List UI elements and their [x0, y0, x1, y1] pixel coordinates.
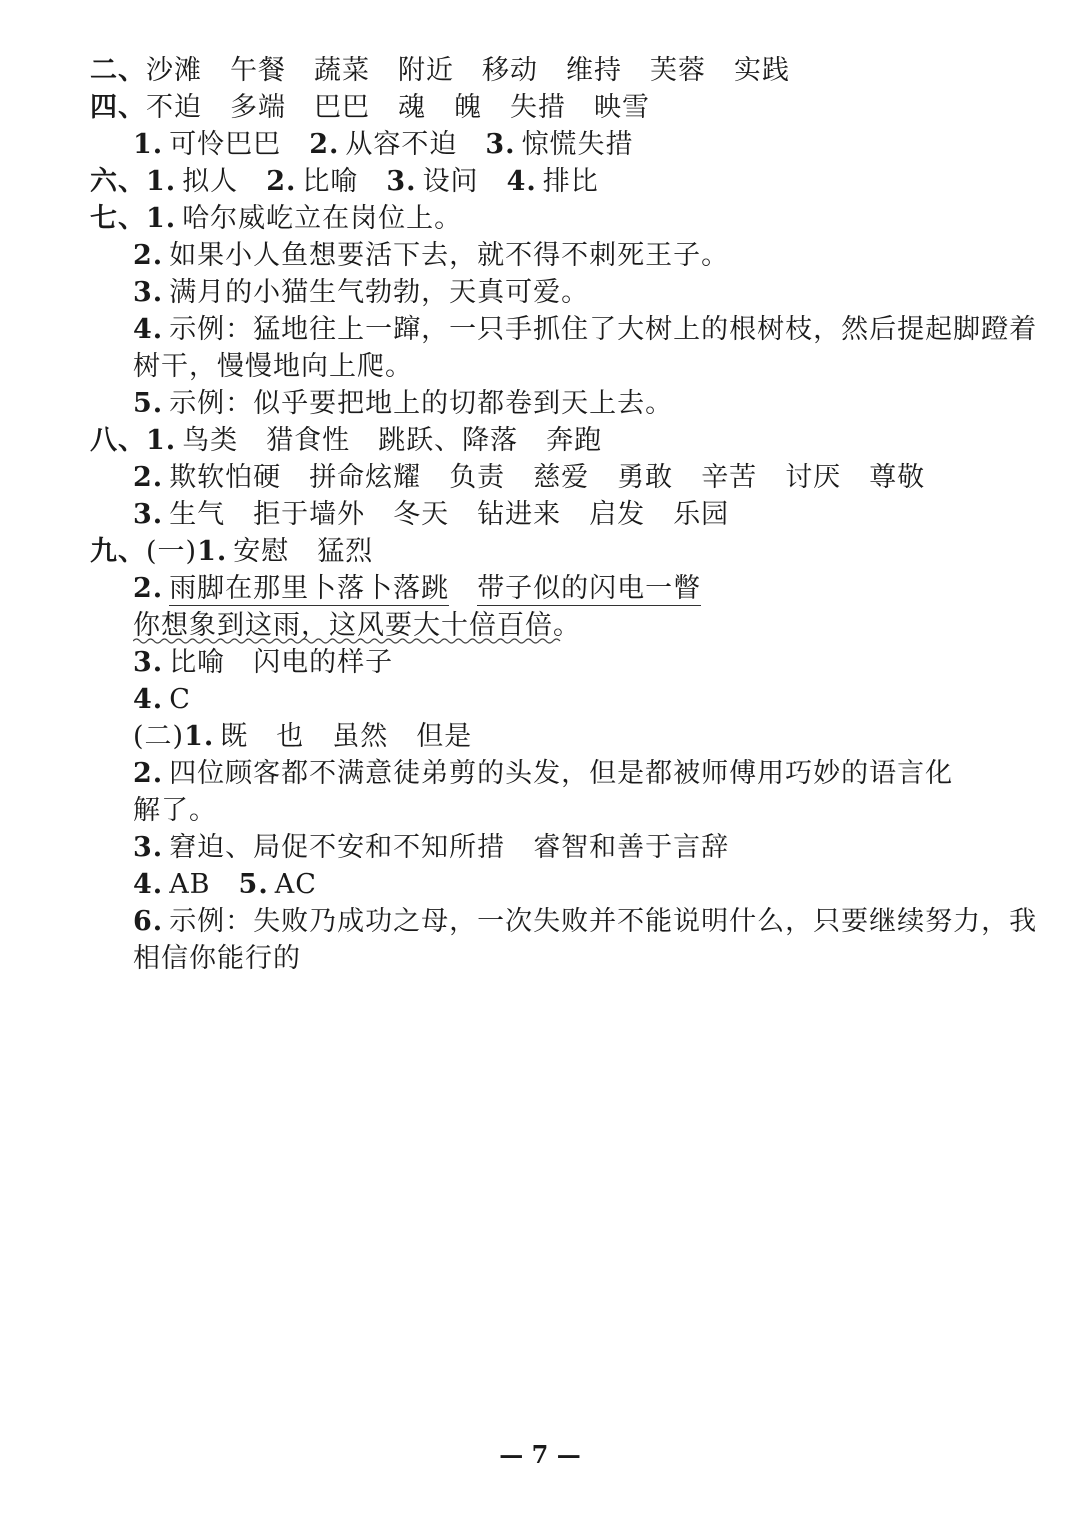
- item-number: 4.: [133, 869, 164, 900]
- answer-word: 比喻: [169, 647, 226, 678]
- answer-text: 四位顾客都不满意徒弟剪的头发，但是都被师傅用巧妙的语言化: [169, 758, 954, 789]
- answer-word: 失措: [510, 92, 566, 123]
- item-number: 2.: [133, 240, 164, 271]
- section-7-line-3: [133, 274, 1053, 311]
- answer-word: 安慰: [233, 536, 290, 567]
- item-number: 4.: [133, 314, 164, 345]
- section-6-line: [90, 163, 1010, 200]
- section-9-head: 九、: [90, 536, 146, 567]
- answer-word: 魂: [398, 92, 426, 123]
- answer-word: 尊敬: [869, 462, 926, 493]
- section-4-sub-line: [133, 126, 1053, 163]
- item-number: 2.: [309, 129, 340, 160]
- section-4-line: [90, 89, 1010, 126]
- item-number: 1.: [184, 721, 215, 752]
- section-2-head: 二、: [90, 55, 146, 86]
- answer-text: 满月的小猫生气勃勃，天真可爱。: [169, 277, 590, 308]
- answer-word: 但是: [416, 721, 473, 752]
- answer-word: 猎食性: [266, 425, 351, 456]
- answer-text: 排比: [542, 166, 599, 197]
- answer-word: 芙蓉: [650, 55, 706, 86]
- section-7-line-1: [90, 200, 1010, 237]
- answer-text: C: [169, 684, 191, 715]
- section-7-head: 七、: [90, 203, 146, 234]
- answer-word: 慈爱: [533, 462, 590, 493]
- item-number: 2.: [133, 758, 164, 789]
- answer-word: 鸟类: [182, 425, 239, 456]
- answer-word: 辛苦: [701, 462, 758, 493]
- section-6-head: 六、: [90, 166, 146, 197]
- item-number: 3.: [133, 832, 164, 863]
- answer-text: 哈尔威屹立在岗位上。: [182, 203, 463, 234]
- item-number: 2.: [133, 573, 164, 604]
- answer-word: 启发: [589, 499, 646, 530]
- answer-text: 设问: [422, 166, 479, 197]
- answer-word: 拼命炫耀: [309, 462, 422, 493]
- section-7-line-4-cont: [133, 348, 1053, 385]
- item-number: 5.: [133, 388, 164, 419]
- answer-word: 生气: [169, 499, 226, 530]
- item-number: 1.: [146, 166, 177, 197]
- item-number: 3.: [133, 499, 164, 530]
- answer-word: 既: [220, 721, 249, 752]
- answer-text: 拟人: [182, 166, 239, 197]
- answer-word: 钻进来: [477, 499, 562, 530]
- section-9-line-3: [133, 644, 1053, 681]
- answer-word: 负责: [449, 462, 506, 493]
- part-label: (二): [133, 721, 185, 752]
- section-9-part2-line-4: [133, 866, 1053, 903]
- section-9-part2-line-1: [133, 718, 1053, 755]
- answer-text: 示例：失败乃成功之母，一次失败并不能说明什么，只要继续努力，我: [169, 906, 1038, 937]
- underlined-sentence: 雨脚在那里卜落卜落跳: [169, 573, 450, 604]
- answer-word: 奔跑: [546, 425, 603, 456]
- answer-word: 映雪: [594, 92, 650, 123]
- answer-word: 不迫: [146, 92, 202, 123]
- underlined-sentence: 带子似的闪电一瞥: [477, 573, 702, 604]
- section-2-line: [90, 52, 1010, 89]
- answer-word: 勇敢: [617, 462, 674, 493]
- section-8-line-2: [133, 459, 1053, 496]
- answer-text: 窘迫、局促不安和不知所措: [169, 832, 506, 863]
- answer-word: 午餐: [230, 55, 286, 86]
- answer-word: 猛烈: [317, 536, 374, 567]
- item-number: 3.: [386, 166, 417, 197]
- section-7-line-4: [133, 311, 1053, 348]
- answer-word: 拒于墙外: [253, 499, 366, 530]
- answer-text: AC: [274, 869, 317, 900]
- section-8-head: 八、: [90, 425, 146, 456]
- answer-text: 比喻: [302, 166, 359, 197]
- answer-word: 蔬菜: [314, 55, 370, 86]
- answer-word: 也: [276, 721, 305, 752]
- item-number: 3.: [133, 277, 164, 308]
- answer-word: 乐园: [673, 499, 730, 530]
- answer-text: 惊慌失措: [521, 129, 634, 160]
- section-9-part2-line-2-cont: [133, 792, 1053, 829]
- item-number: 1.: [133, 129, 164, 160]
- section-9-line-4: [133, 681, 1053, 718]
- answer-word: 移动: [482, 55, 538, 86]
- answer-word: 巴巴: [314, 92, 370, 123]
- section-9-part2-line-6-cont: [133, 940, 1053, 977]
- page-number: — 7 —: [499, 1440, 581, 1469]
- answer-text: 解了。: [133, 795, 217, 826]
- section-7-line-5: [133, 385, 1053, 422]
- section-9-line-1: [90, 533, 1010, 570]
- item-number: 1.: [146, 425, 177, 456]
- section-7-line-2: [133, 237, 1053, 274]
- section-8-line-1: [90, 422, 1010, 459]
- section-4-head: 四、: [90, 92, 146, 123]
- section-9-part2-line-3: [133, 829, 1053, 866]
- answer-text: 睿智和善于言辞: [533, 832, 730, 863]
- answer-text: 如果小人鱼想要活下去，就不得不刺死王子。: [169, 240, 730, 271]
- answer-word: 附近: [398, 55, 454, 86]
- answer-word: 多端: [230, 92, 286, 123]
- wavy-underlined-sentence: 你想象到这雨，这风要大十倍百倍。: [133, 610, 581, 641]
- answer-word: 闪电的样子: [253, 647, 394, 678]
- section-9-line-2: [133, 570, 1053, 607]
- answer-text: 可怜巴巴: [169, 129, 282, 160]
- section-8-line-3: [133, 496, 1053, 533]
- answer-word: 讨厌: [785, 462, 842, 493]
- section-9-part2-line-6: [133, 903, 1053, 940]
- answer-word: 虽然: [332, 721, 389, 752]
- answer-word: 魄: [454, 92, 482, 123]
- item-number: 1.: [146, 203, 177, 234]
- answer-word: 实践: [734, 55, 790, 86]
- item-number: 6.: [133, 906, 164, 937]
- item-number: 1.: [197, 536, 228, 567]
- answer-text: 相信你能行的: [133, 943, 301, 974]
- part-label: (一): [146, 536, 198, 567]
- item-number: 5.: [238, 869, 269, 900]
- answer-word: 沙滩: [146, 55, 202, 86]
- answer-text: 示例：似乎要把地上的切都卷到天上去。: [169, 388, 674, 419]
- answer-word: 维持: [566, 55, 622, 86]
- answer-word: 冬天: [393, 499, 450, 530]
- item-number: 2.: [266, 166, 297, 197]
- item-number: 3.: [485, 129, 516, 160]
- answer-text: AB: [169, 869, 211, 900]
- answer-word: 跳跃、降落: [378, 425, 519, 456]
- answer-word: 欺软怕硬: [169, 462, 282, 493]
- answer-text: 从容不迫: [345, 129, 458, 160]
- answer-text: 树干，慢慢地向上爬。: [133, 351, 413, 382]
- item-number: 4.: [506, 166, 537, 197]
- item-number: 3.: [133, 647, 164, 678]
- item-number: 2.: [133, 462, 164, 493]
- answer-text: 示例：猛地往上一蹿，一只手抓住了大树上的根树枝，然后提起脚蹬着: [169, 314, 1038, 345]
- item-number: 4.: [133, 684, 164, 715]
- section-9-part2-line-2: [133, 755, 1053, 792]
